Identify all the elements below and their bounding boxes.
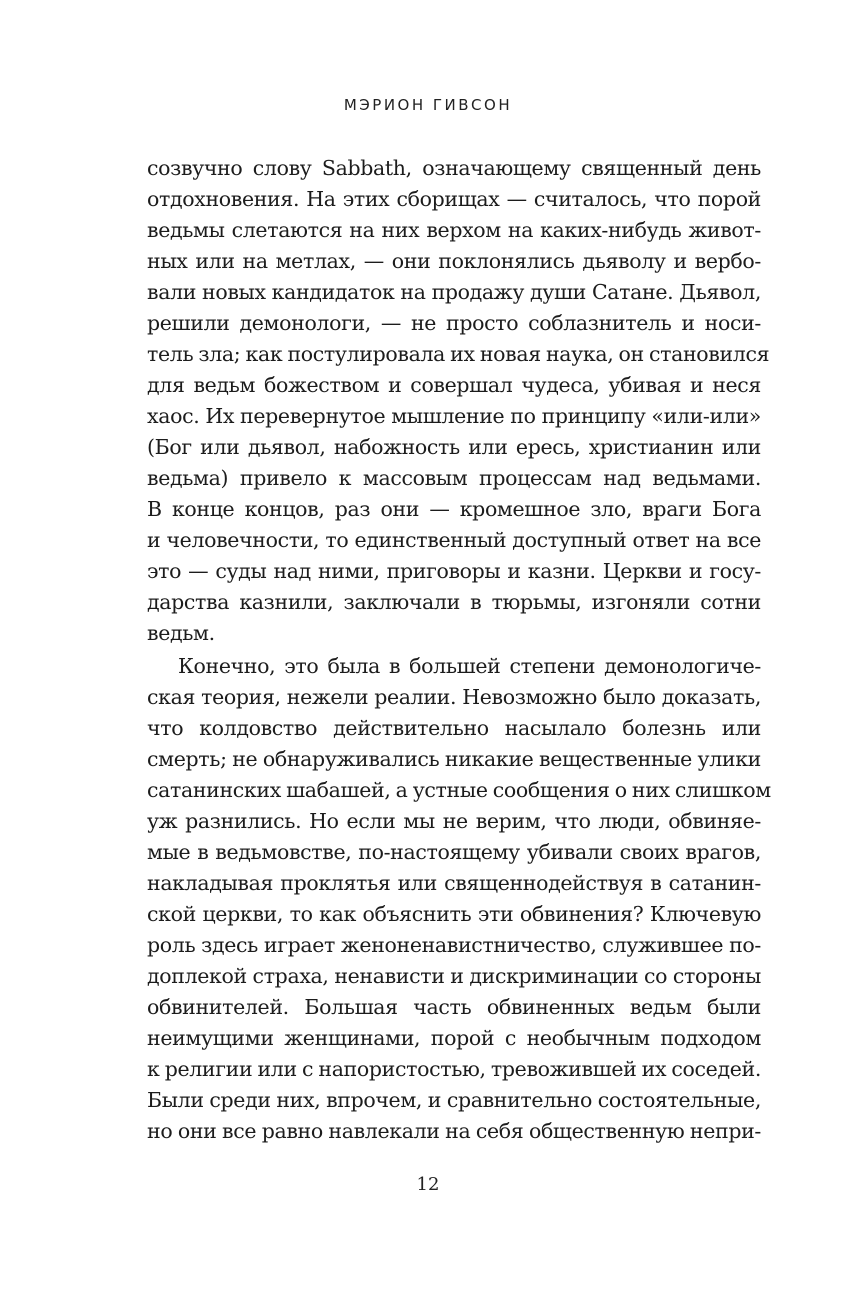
text-line: вали новых кандидаток на продажу души Сатане. Дьявол, bbox=[147, 280, 761, 304]
text-line: ская теория, нежели реалии. Невозможно было доказать, bbox=[147, 685, 761, 709]
text-line: тель зла; как постулировала их новая наука, он становился bbox=[147, 342, 770, 366]
page-number: 12 bbox=[416, 1174, 440, 1195]
text-line: В конце концов, раз они — кромешное зло, враги Бога bbox=[147, 497, 761, 521]
text-line: это — суды над ними, приговоры и казни. Церкви и госу- bbox=[147, 559, 761, 583]
text-line: хаос. Их перевернутое мышление по принципу «или-или» bbox=[147, 404, 761, 428]
text-line: Были среди них, впрочем, и сравнительно состоятельные, bbox=[147, 1088, 761, 1112]
text-line: смерть; не обнаруживались никакие вещественные улики bbox=[147, 747, 761, 771]
text-line: роль здесь играет женоненавистничество, служившее по- bbox=[147, 933, 761, 957]
text-line: мые в ведьмовстве, по-настоящему убивали своих врагов, bbox=[147, 840, 761, 864]
text-line: Конечно, это была в большей степени демонологиче- bbox=[178, 654, 761, 678]
text-line: но они все равно навлекали на себя общественную непри- bbox=[147, 1119, 761, 1143]
text-line: ведьма) привело к массовым процессам над ведьмами. bbox=[147, 466, 761, 490]
text-line: сатанинских шабашей, а устные сообщения о них слишком bbox=[147, 778, 771, 802]
text-line: ведьм. bbox=[147, 621, 215, 645]
text-line: неимущими женщинами, порой с необычным подходом bbox=[147, 1026, 761, 1050]
text-line: к религии или с напористостью, тревожившей их соседей. bbox=[147, 1057, 761, 1081]
text-line: (Бог или дьявол, набожность или ересь, христианин или bbox=[147, 435, 761, 459]
body-text bbox=[147, 153, 771, 1147]
running-head: МЭРИОН ГИВСОН bbox=[343, 96, 513, 114]
paragraph-2 bbox=[147, 651, 771, 1147]
text-line: что колдовство действительно насылало болезнь или bbox=[147, 716, 761, 740]
text-line: уж разнились. Но если мы не верим, что люди, обвиняе- bbox=[147, 809, 761, 833]
text-line: ведьмы слетаются на них верхом на каких-нибудь живот- bbox=[147, 218, 761, 242]
text-line: и человечности, то единственный доступный ответ на все bbox=[147, 528, 761, 552]
paragraph-1 bbox=[147, 153, 770, 649]
text-line: решили демонологи, — не просто соблазнитель и носи- bbox=[147, 311, 761, 335]
text-line: созвучно слову Sabbath, означающему священный день bbox=[147, 156, 761, 180]
text-line: дарства казнили, заключали в тюрьмы, изгоняли сотни bbox=[147, 590, 761, 614]
text-line: для ведьм божеством и совершал чудеса, убивая и неся bbox=[147, 373, 761, 397]
text-line: ской церкви, то как объяснить эти обвинения? Ключевую bbox=[147, 902, 761, 926]
text-line: отдохновения. На этих сборищах — считалось, что порой bbox=[147, 187, 761, 211]
text-line: ных или на метлах, — они поклонялись дьяволу и вербо- bbox=[147, 249, 761, 273]
text-line: накладывая проклятья или священнодействуя в сатанин- bbox=[147, 871, 761, 895]
text-line: доплекой страха, ненависти и дискриминации со стороны bbox=[147, 964, 761, 988]
text-line: обвинителей. Большая часть обвиненных ведьм были bbox=[147, 995, 761, 1019]
